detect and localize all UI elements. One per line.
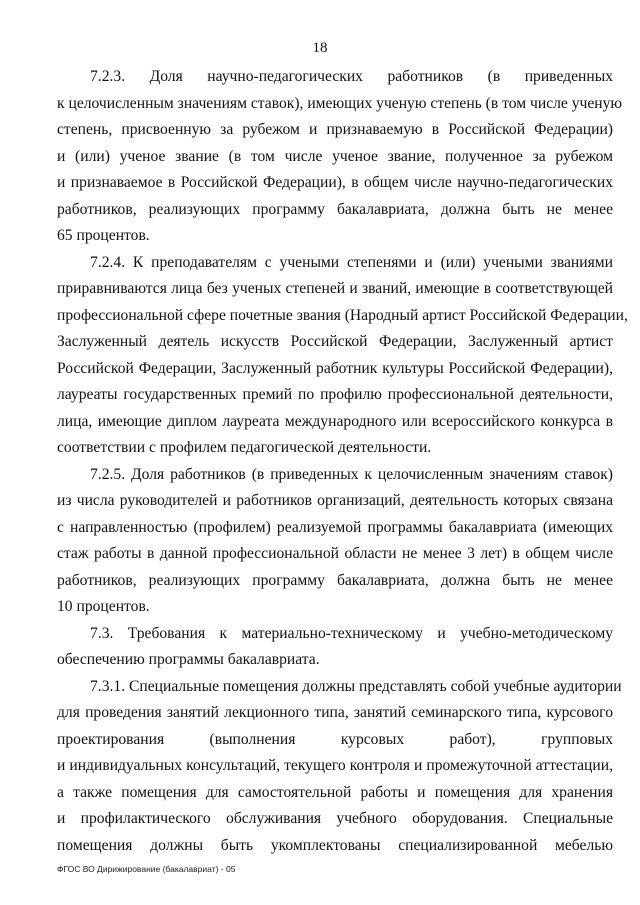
text-line: обеспечению программы бакалавриата. <box>57 651 320 668</box>
text-line: для проведения занятий лекционного типа, занятий семинарского типа, курсового <box>57 704 613 721</box>
document-body <box>57 64 628 859</box>
text-line: приравниваются лица без ученых степеней и званий, имеющие в соответствующей <box>57 280 613 297</box>
text-line: 7.2.5. Доля работников (в приведенных к целочисленным значениям ставок) <box>90 465 613 483</box>
text-line: соответствии с профилем педагогической деятельности. <box>57 439 432 456</box>
text-line: лица, имеющие диплом лауреата международного или всероссийского конкурса в <box>57 412 613 430</box>
text-line: и (или) ученое звание (в том числе ученое звание, полученное за рубежом <box>57 147 613 165</box>
text-line: 7.2.3. Доля научно-педагогических работников (в приведенных <box>90 68 613 85</box>
text-line: Российской Федерации, Заслуженный работник культуры Российской Федерации), <box>57 359 613 377</box>
text-line: лауреаты государственных премий по профилю профессиональной деятельности, <box>57 386 613 403</box>
text-line: стаж работы в данной профессиональной области не менее 3 лет) в общем числе <box>57 545 613 562</box>
text-line: 7.3.1. Специальные помещения должны представлять собой учебные аудитории <box>90 677 622 695</box>
text-line: и признаваемое в Российской Федерации), в общем числе научно-педагогических <box>57 174 613 191</box>
page-number: 18 <box>312 40 328 56</box>
text-line: из числа руководителей и работников организаций, деятельность которых связана <box>57 492 613 509</box>
text-line: 65 процентов. <box>57 227 150 244</box>
text-line: профессиональной сфере почетные звания (Народный артист Российской Федерации, <box>57 306 628 324</box>
text-line: и индивидуальных консультаций, текущего контроля и промежуточной аттестации, <box>57 757 613 774</box>
text-line: с направленностью (профилем) реализуемой программы бакалавриата (имеющих <box>57 518 613 536</box>
document-footer: ФГОС ВО Дирижирование (бакалавриат) - 05 <box>57 864 236 874</box>
text-line: проектирования (выполнения курсовых работ), групповых <box>57 730 613 748</box>
text-line: а также помещения для самостоятельной работы и помещения для хранения <box>57 783 613 801</box>
text-line: и профилактического обслуживания учебного оборудования. Специальные <box>57 810 613 827</box>
text-line: работников, реализующих программу бакалавриата, должна быть не менее <box>57 571 613 589</box>
text-line: 7.3. Требования к материально-техническому и учебно-методическому <box>90 624 613 642</box>
text-line: работников, реализующих программу бакалавриата, должна быть не менее <box>57 200 613 218</box>
text-line: степень, присвоенную за рубежом и признаваемую в Российской Федерации) <box>57 121 613 138</box>
text-line: Заслуженный деятель искусств Российской Федерации, Заслуженный артист <box>57 333 613 350</box>
text-line: 7.2.4. К преподавателям с учеными степенями и (или) учеными званиями <box>90 253 613 271</box>
text-line: 10 процентов. <box>57 598 150 615</box>
text-line: к целочисленным значениям ставок), имеющих ученую степень (в том числе ученую <box>57 94 623 112</box>
text-line: помещения должны быть укомплектованы специализированной мебелью <box>57 836 613 854</box>
